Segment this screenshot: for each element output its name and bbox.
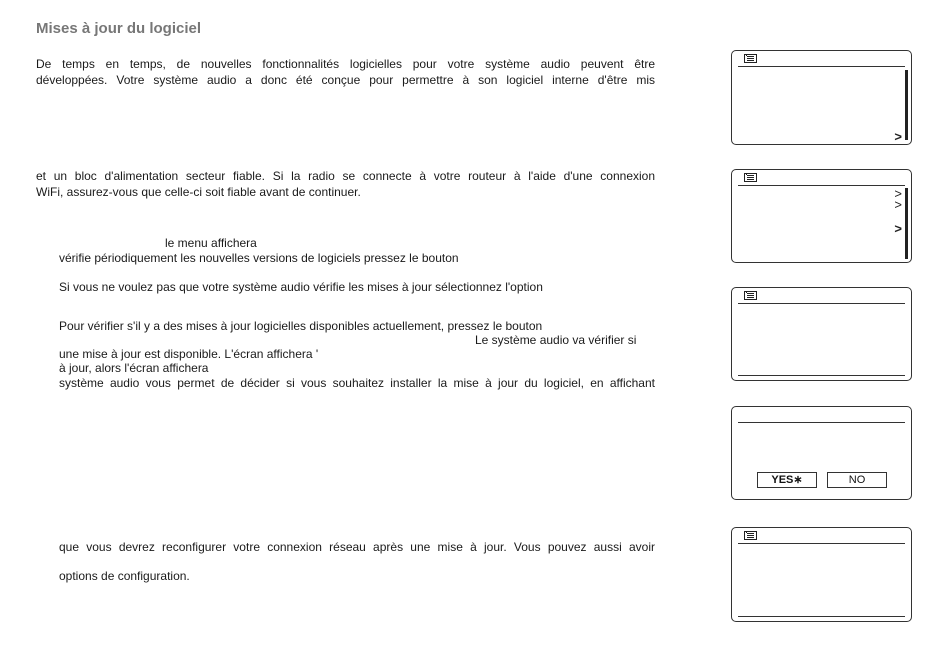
menu-icon [744,531,757,540]
display-screen-2 [731,169,912,263]
chevron-right-icon: > [894,186,902,201]
paragraph-intro-line1: De temps en temps, de nouvelles fonctionnalités logicielles pour votre système audio peuvent être [36,57,655,71]
divider [738,422,905,423]
paragraph-check-line5: système audio vous permet de décider si vous souhaitez installer la mise à jour du logiciel, en affichant [59,376,655,390]
display-screen-1 [731,50,912,145]
scrollbar [905,188,908,259]
menu-icon [744,173,757,182]
divider [738,303,905,304]
display-screen-3 [731,287,912,381]
chevron-right-icon: > [894,129,902,144]
paragraph-check-line3: une mise à jour est disponible. L'écran affichera ' [59,347,319,361]
divider [738,66,905,67]
yes-button[interactable] [757,472,817,488]
menu-icon [744,291,757,300]
divider [738,543,905,544]
asterisk-icon: ∗ [793,474,803,486]
paragraph-check-line1: Pour vérifier s'il y a des mises à jour logicielles disponibles actuellement, pressez le bouton [59,319,543,333]
no-label: NO [848,474,866,486]
chevron-right-icon: > [894,221,902,236]
divider [738,375,905,376]
page-title: Mises à jour du logiciel [36,20,202,37]
divider [738,185,905,186]
menu-icon [744,54,757,63]
paragraph-power-line1: et un bloc d'alimentation secteur fiable. Si la radio se connecte à votre routeur à l'aide d'une connexion [36,169,655,183]
paragraph-disable-check: Si vous ne voulez pas que votre système audio vérifie les mises à jour sélectionnez l'option [59,280,543,294]
paragraph-intro-line2: développées. Votre système audio a donc été conçue pour permettre à son logiciel interne d'être mis [36,73,655,87]
display-screen-4 [731,406,912,500]
paragraph-menu-line2: vérifie périodiquement les nouvelles versions de logiciels pressez le bouton [59,251,459,265]
no-button[interactable] [827,472,887,488]
display-screen-5 [731,527,912,622]
paragraph-menu-line1: le menu affichera [165,236,257,250]
paragraph-check-line4: à jour, alors l'écran affichera [59,361,209,375]
paragraph-network-line1: que vous devrez reconfigurer votre connexion réseau après une mise à jour. Vous pouvez aussi avoir [59,540,655,554]
yes-label: YES [771,474,794,486]
paragraph-network-line2: options de configuration. [59,569,190,583]
divider [738,616,905,617]
paragraph-power-line2: WiFi, assurez-vous que celle-ci soit fiable avant de continuer. [36,185,361,199]
scrollbar [905,70,908,140]
paragraph-check-line2: Le système audio va vérifier si [475,333,637,347]
chevron-right-icon: > [894,197,902,212]
